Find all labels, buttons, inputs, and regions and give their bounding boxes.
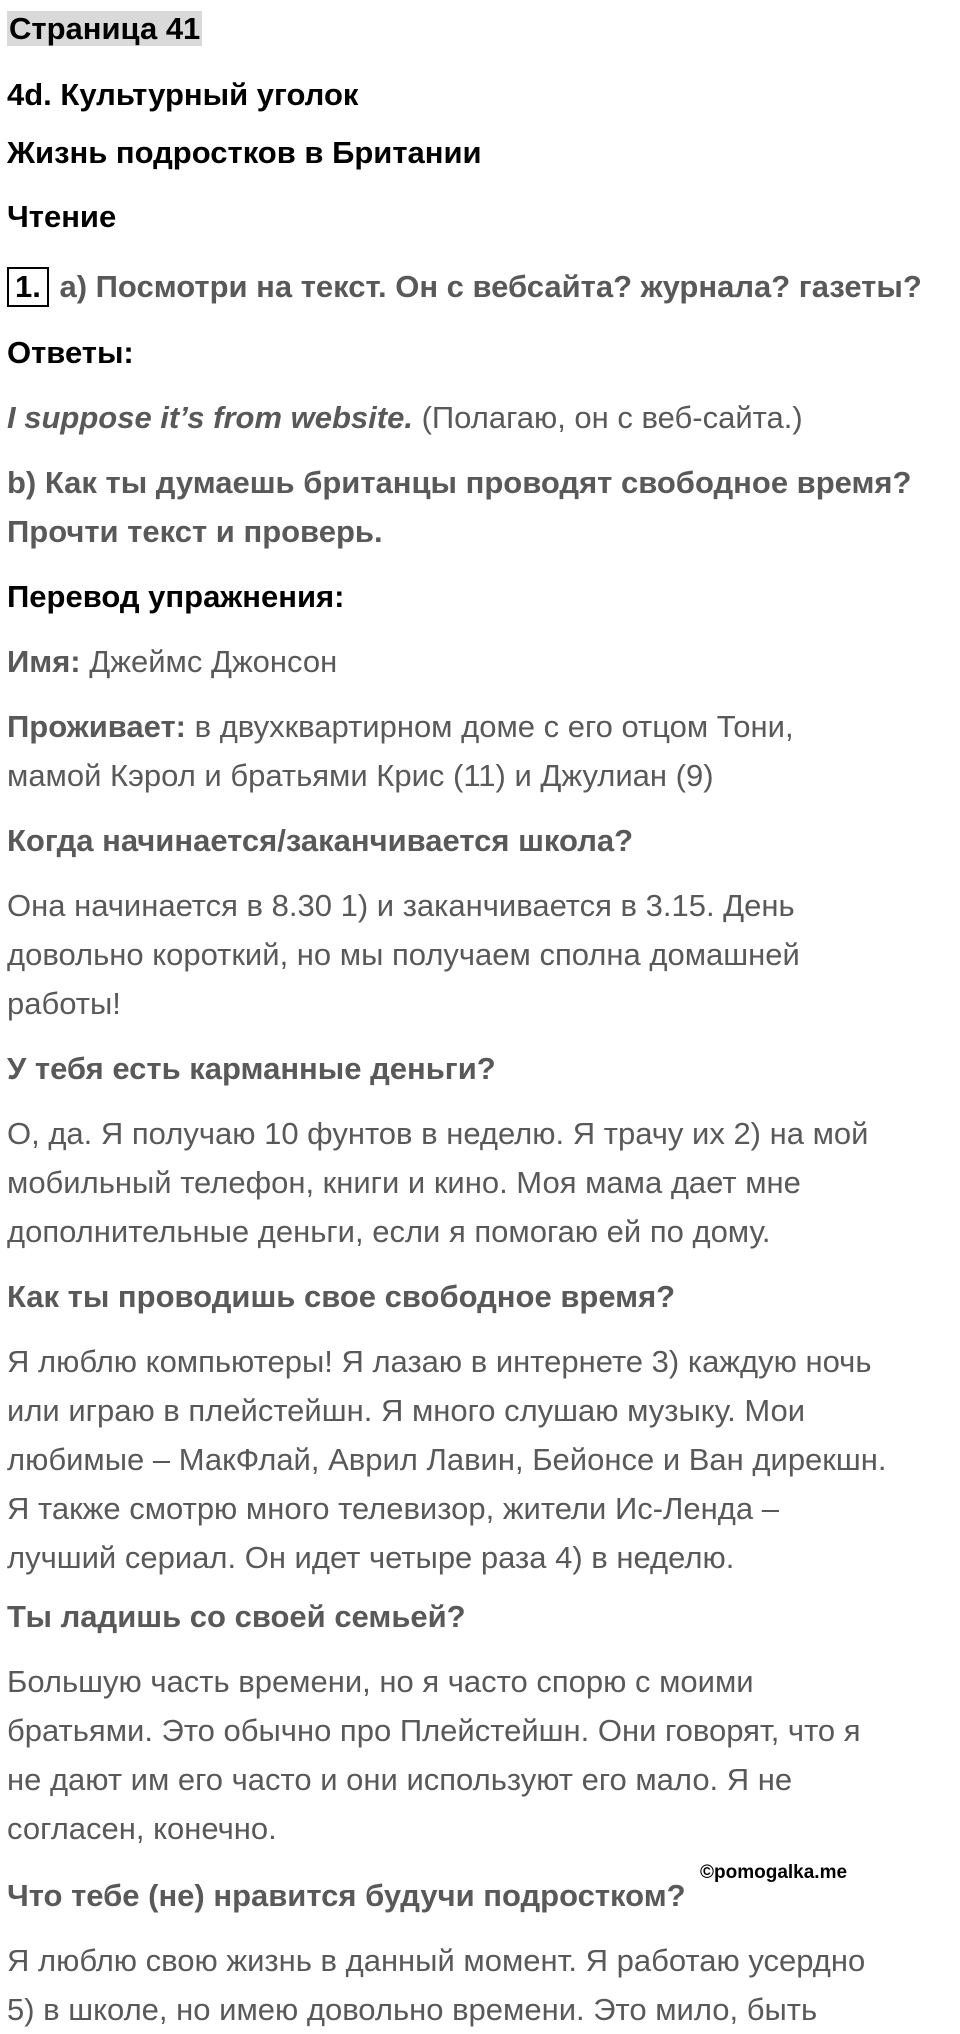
answer-line: не дают им его часто и они используют его мало. Я не xyxy=(7,1762,793,1797)
answer-line: согласен, конечно. xyxy=(7,1811,277,1846)
answer-line: дополнительные деньги, если я помогаю ей по дому. xyxy=(7,1214,771,1249)
answers-heading: Ответы: xyxy=(7,335,134,370)
watermark: ©pomogalka.me xyxy=(700,1862,848,1883)
answer-line: лучший сериал. Он идет четыре раза 4) в неделю. xyxy=(7,1540,735,1575)
answer-line: Я люблю компьютеры! Я лазаю в интернете 3) каждую ночь xyxy=(7,1344,872,1379)
task-a-text: a) Посмотри на текст. Он с вебсайта? журнала? газеты? xyxy=(50,269,922,304)
profile-lives-line-2: мамой Кэрол и братьями Крис (11) и Джулиан (9) xyxy=(7,758,714,793)
answer-line: любимые – МакФлай, Аврил Лавин, Бейонсе и Ван дирекшн. xyxy=(7,1442,887,1477)
task-b-line-2: Прочти текст и проверь. xyxy=(7,514,383,549)
name-value: Джеймс Джонсон xyxy=(80,644,338,679)
subtitle: Жизнь подростков в Британии xyxy=(7,135,482,170)
question: Как ты проводишь свое свободное время? xyxy=(7,1279,676,1314)
name-label: Имя: xyxy=(7,644,81,679)
answer-line: братьями. Это обычно про Плейстейшн. Они говорят, что я xyxy=(7,1713,861,1748)
answer-line: работы! xyxy=(7,986,121,1021)
answer-line: 5) в школе, но имею довольно времени. Это мило, быть xyxy=(7,1992,818,2027)
answer-line: мобильный телефон, книги и кино. Моя мама дает мне xyxy=(7,1165,801,1200)
answer-line: Она начинается в 8.30 1) и заканчивается в 3.15. День xyxy=(7,888,795,923)
translation-heading: Перевод упражнения: xyxy=(7,579,345,614)
answer-line: Я также смотрю много телевизор, жители Ис-Ленда – xyxy=(7,1491,779,1526)
answer-english: I suppose it’s from website. xyxy=(7,400,413,435)
page-number: Страница 41 xyxy=(9,11,201,46)
answer-line xyxy=(7,393,803,442)
answer-line: довольно короткий, но мы получаем сполна домашней xyxy=(7,937,800,972)
answer-line: Большую часть времени, но я часто спорю с моими xyxy=(7,1664,754,1699)
question: Что тебе (не) нравится будучи подростком? xyxy=(7,1878,686,1913)
question: У тебя есть карманные деньги? xyxy=(7,1051,496,1086)
task-a xyxy=(7,262,922,311)
answer-russian: (Полагаю, он с веб-сайта.) xyxy=(412,400,803,435)
answer-line: Я люблю свою жизнь в данный момент. Я работаю усердно xyxy=(7,1943,866,1978)
section-title: 4d. Культурный уголок xyxy=(7,77,359,112)
profile-name xyxy=(7,637,337,686)
answer-line: или играю в плейстейшн. Я много слушаю музыку. Мои xyxy=(7,1393,806,1428)
profile-lives-line-1 xyxy=(7,702,794,751)
question: Когда начинается/заканчивается школа? xyxy=(7,823,634,858)
page-number-line xyxy=(7,4,202,53)
lives-label: Проживает: xyxy=(7,709,187,744)
task-b-line-1: b) Как ты думаешь британцы проводят свободное время? xyxy=(7,465,912,500)
exercise-number: 1. xyxy=(7,267,49,307)
reading-heading: Чтение xyxy=(7,199,117,234)
answer-line: О, да. Я получаю 10 фунтов в неделю. Я трачу их 2) на мой xyxy=(7,1116,869,1151)
question: Ты ладишь со своей семьей? xyxy=(7,1599,466,1634)
lives-value: в двухквартирном доме с его отцом Тони, xyxy=(186,709,794,744)
